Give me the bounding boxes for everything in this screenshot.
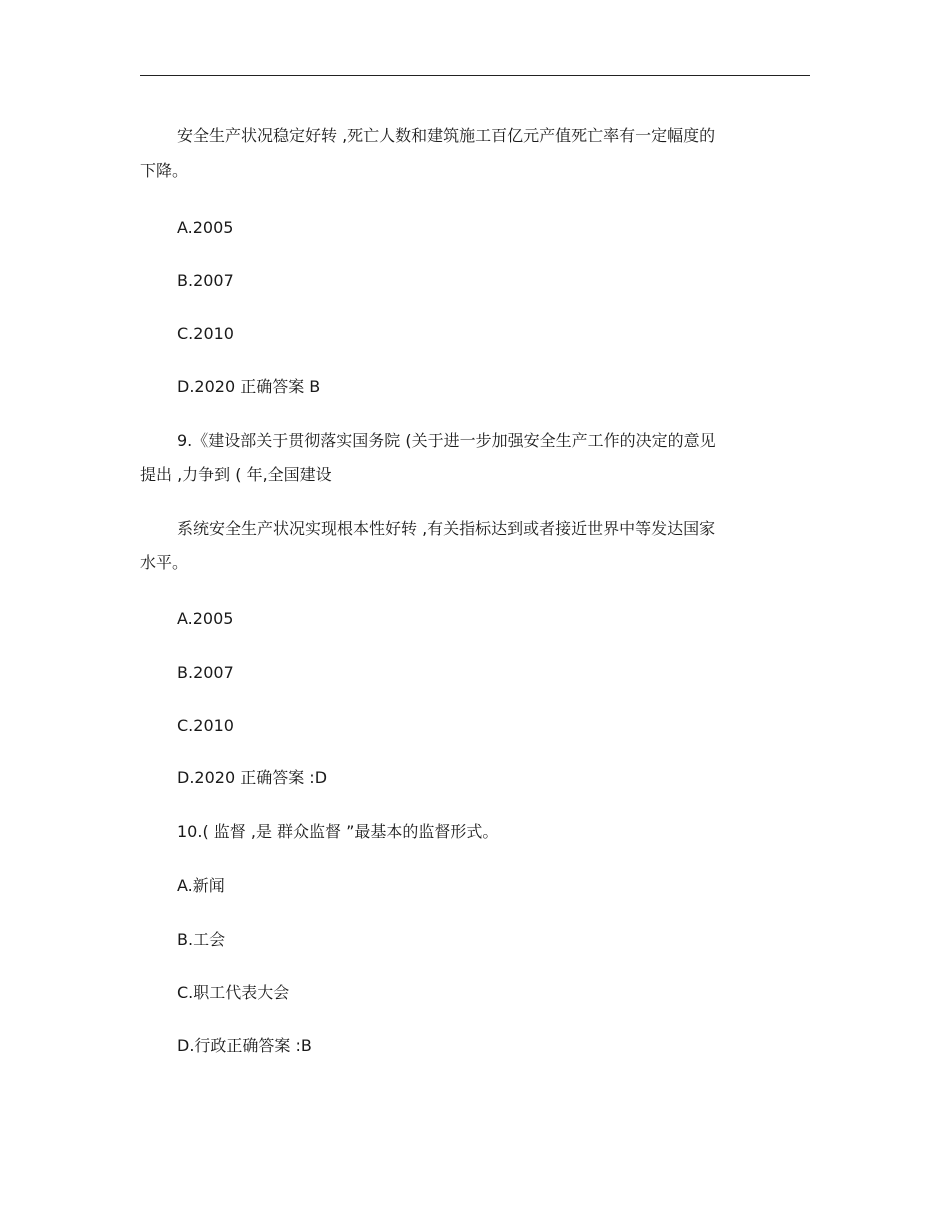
q9-stem-line3: 系统安全生产状况实现根本性好转 ,有关指标达到或者接近世界中等发达国家 — [177, 519, 716, 538]
q9-option-a: A.2005 — [177, 609, 234, 628]
q8-option-b: B.2007 — [177, 271, 234, 290]
q10-option-b: B.工会 — [177, 930, 226, 949]
q8-stem-line2: 下降。 — [140, 161, 189, 180]
q9-stem-line1: 9.《建设部关于贯彻落实国务院 (关于进一步加强安全生产工作的决定的意见 — [177, 431, 716, 450]
q9-stem-line4: 水平。 — [140, 553, 189, 572]
q9-option-b: B.2007 — [177, 663, 234, 682]
q8-option-a: A.2005 — [177, 218, 234, 237]
q8-stem-line1: 安全生产状况稳定好转 ,死亡人数和建筑施工百亿元产值死亡率有一定幅度的 — [177, 126, 716, 145]
q10-option-c: C.职工代表大会 — [177, 983, 290, 1002]
q10-stem: 10.( 监督 ,是 群众监督 ”最基本的监督形式。 — [177, 822, 499, 841]
q9-option-c: C.2010 — [177, 716, 234, 735]
header-rule — [140, 75, 810, 76]
q10-option-d-answer: D.行政正确答案 :B — [177, 1036, 312, 1055]
q9-stem-line2: 提出 ,力争到 ( 年,全国建设 — [140, 465, 332, 484]
q8-option-d-answer: D.2020 正确答案 B — [177, 377, 321, 396]
q10-option-a: A.新闻 — [177, 876, 225, 895]
q8-option-c: C.2010 — [177, 324, 234, 343]
q9-option-d-answer: D.2020 正确答案 :D — [177, 768, 328, 787]
